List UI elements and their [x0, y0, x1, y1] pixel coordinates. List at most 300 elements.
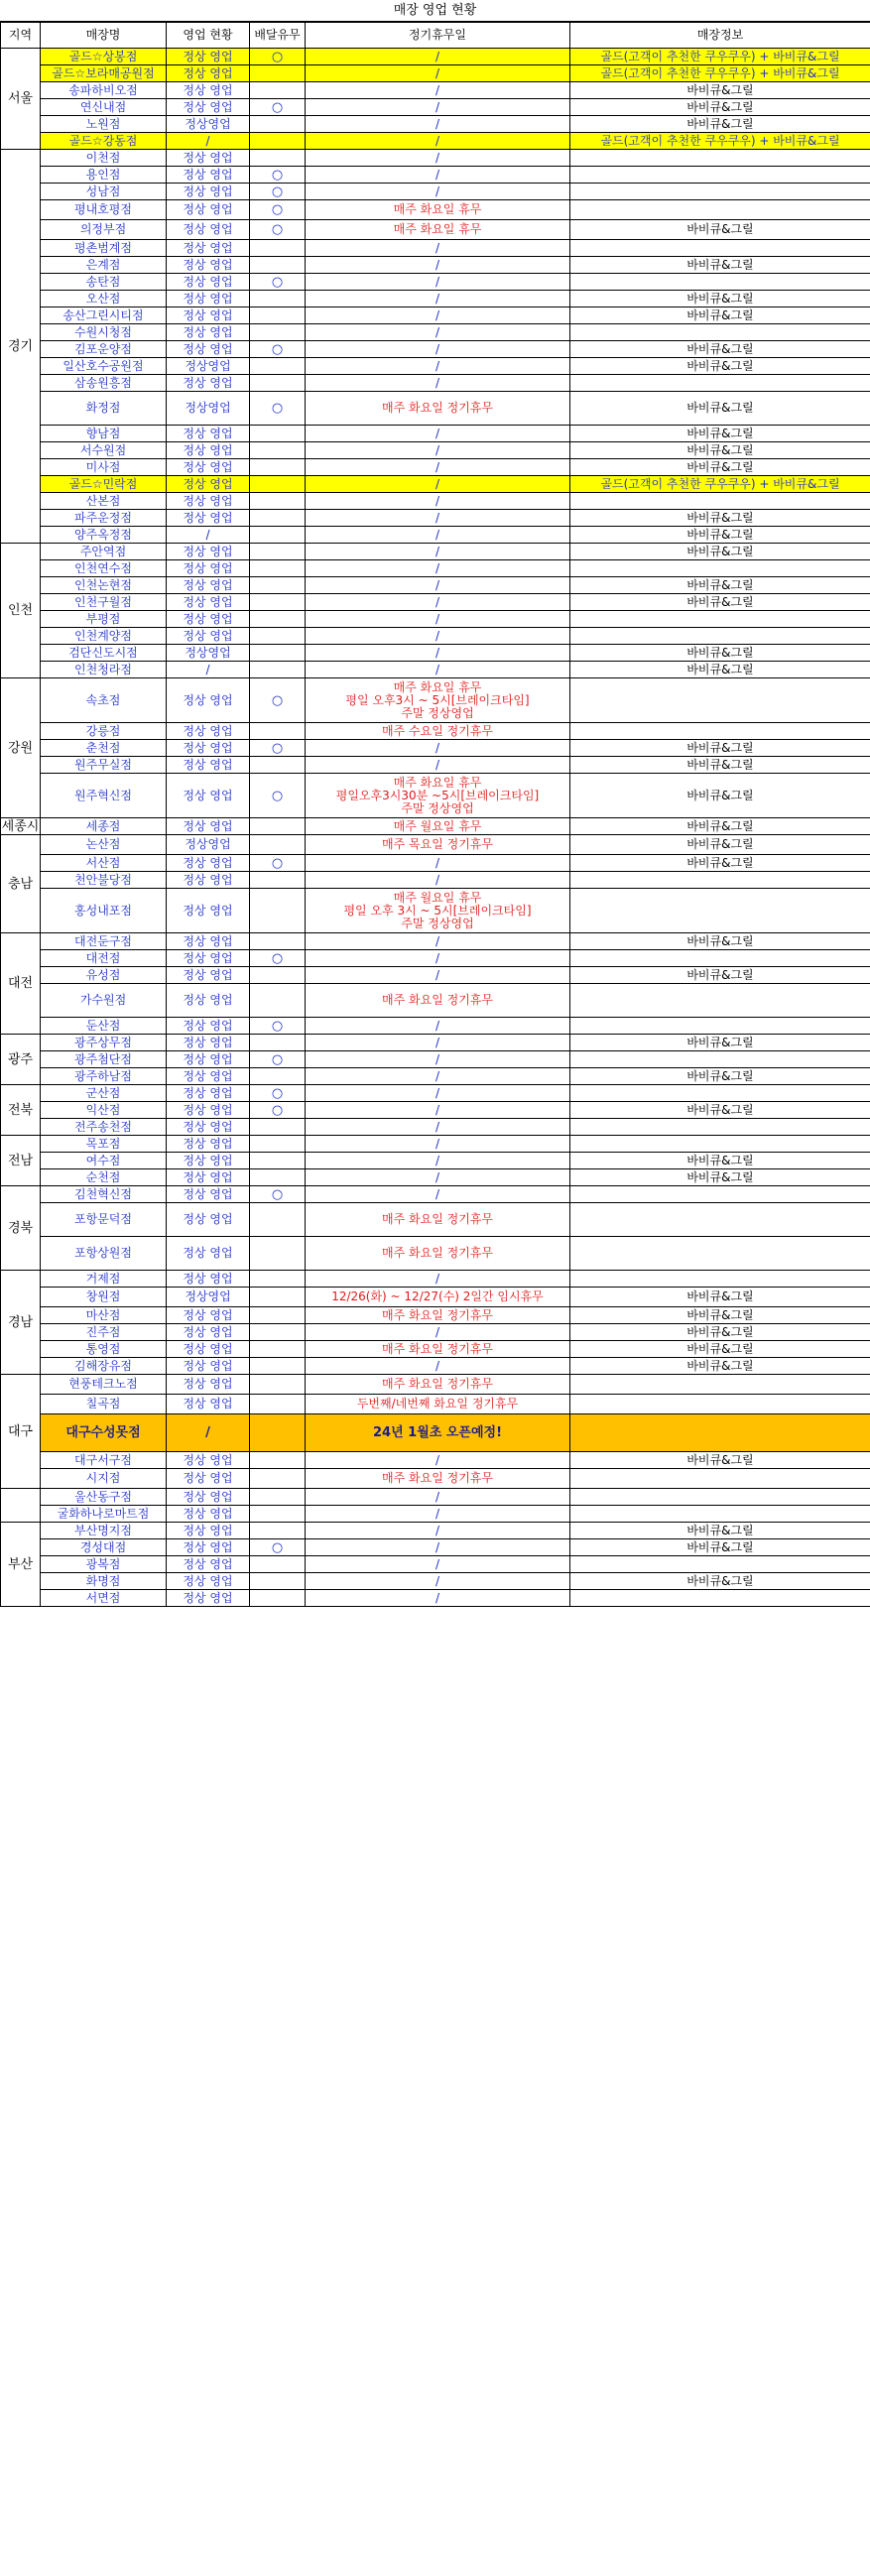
store-info [570, 1556, 870, 1573]
store-name: 칠곡점 [41, 1395, 167, 1414]
holiday-cell: / [306, 1051, 570, 1068]
holiday-cell: / [306, 1136, 570, 1153]
store-info: 바비큐&그릴 [570, 341, 870, 358]
store-name: 성남점 [41, 184, 167, 200]
business-status: / [167, 133, 250, 150]
holiday-cell: / [306, 544, 570, 560]
store-name: 의정부점 [41, 220, 167, 240]
business-status: 정상 영업 [167, 184, 250, 200]
delivery-mark [250, 1395, 306, 1414]
store-info: 바비큐&그릴 [570, 307, 870, 324]
holiday-cell: / [306, 184, 570, 200]
holiday-line: 주말 정상영업 [401, 916, 474, 930]
table-row [1, 459, 870, 476]
delivery-mark [250, 1573, 306, 1590]
holiday-cell: / [306, 459, 570, 476]
holiday-cell: / [306, 82, 570, 99]
delivery-mark [250, 1358, 306, 1375]
holiday-cell: / [306, 757, 570, 774]
business-status: 정상 영업 [167, 1271, 250, 1288]
business-status: 정상 영업 [167, 49, 250, 65]
table-row [1, 476, 870, 493]
business-status: 정상 영업 [167, 678, 250, 723]
holiday-cell: / [306, 442, 570, 459]
store-info: 바비큐&그릴 [570, 257, 870, 274]
business-status: 정상 영업 [167, 341, 250, 358]
delivery-mark: ○ [250, 184, 306, 200]
store-name: 오산점 [41, 291, 167, 307]
store-name: 원주혁신점 [41, 774, 167, 818]
delivery-mark [250, 1288, 306, 1307]
table-row [1, 1203, 870, 1237]
holiday-cell: / [306, 116, 570, 133]
business-status: 정상 영업 [167, 628, 250, 645]
store-info: 바비큐&그릴 [570, 1153, 870, 1169]
table-row [1, 82, 870, 99]
delivery-mark [250, 375, 306, 392]
table-row [1, 560, 870, 577]
table-row [1, 392, 870, 426]
delivery-mark: ○ [250, 99, 306, 116]
business-status: 정상 영업 [167, 1506, 250, 1523]
store-info: 바비큐&그릴 [570, 1288, 870, 1307]
region-cell: 강원 [1, 678, 41, 818]
holiday-cell: / [306, 341, 570, 358]
holiday-line: 주말 정상영업 [401, 800, 474, 815]
table-row [1, 493, 870, 510]
delivery-mark [250, 628, 306, 645]
store-info: 바비큐&그릴 [570, 933, 870, 950]
table-row [1, 740, 870, 757]
region-cell [1, 1489, 41, 1523]
delivery-mark [250, 1237, 306, 1271]
business-status: 정상 영업 [167, 1051, 250, 1068]
store-info [570, 324, 870, 341]
delivery-mark [250, 150, 306, 167]
business-status: 정상 영업 [167, 723, 250, 740]
table-row [1, 645, 870, 662]
delivery-mark [250, 889, 306, 933]
store-name: 둔산점 [41, 1018, 167, 1035]
delivery-mark: ○ [250, 274, 306, 291]
store-name: 군산점 [41, 1085, 167, 1102]
store-info [570, 1203, 870, 1237]
table-row [1, 1237, 870, 1271]
store-info [570, 1186, 870, 1203]
business-status: 정상 영업 [167, 426, 250, 442]
delivery-mark [250, 723, 306, 740]
holiday-cell: 매주 화요일 휴무 [306, 200, 570, 220]
holiday-cell: 매주 화요일 정기휴무 [306, 1469, 570, 1489]
store-name: 부산명지점 [41, 1523, 167, 1539]
business-status: 정상 영업 [167, 774, 250, 818]
store-name: 굴화하나로마트점 [41, 1506, 167, 1523]
region-cell: 부산 [1, 1523, 41, 1607]
delivery-mark [250, 1556, 306, 1573]
store-name: 파주운정점 [41, 510, 167, 527]
delivery-mark [250, 967, 306, 984]
holiday-cell: 매주 화요일 정기휴무 [306, 1375, 570, 1395]
store-info: 바비큐&그릴 [570, 818, 870, 835]
store-info: 바비큐&그릴 [570, 82, 870, 99]
store-name: 울산동구점 [41, 1489, 167, 1506]
store-name: 익산점 [41, 1102, 167, 1119]
delivery-mark [250, 1307, 306, 1324]
store-info: 바비큐&그릴 [570, 1358, 870, 1375]
holiday-cell: / [306, 1102, 570, 1119]
region-cell: 전북 [1, 1085, 41, 1136]
table-row [1, 933, 870, 950]
store-name: 주안역점 [41, 544, 167, 560]
business-status: 정상 영업 [167, 476, 250, 493]
holiday-cell: / [306, 950, 570, 967]
business-status: 정상 영업 [167, 1556, 250, 1573]
table-row [1, 818, 870, 835]
holiday-cell: / [306, 1452, 570, 1469]
delivery-mark [250, 307, 306, 324]
holiday-cell: 매주 화요일 정기휴무 [306, 1307, 570, 1324]
header-region: 지역 [1, 23, 41, 49]
store-info: 바비큐&그릴 [570, 358, 870, 375]
store-name: 삼송원흥점 [41, 375, 167, 392]
table-row [1, 257, 870, 274]
store-info: 바비큐&그릴 [570, 1573, 870, 1590]
store-name: 통영점 [41, 1341, 167, 1358]
delivery-mark [250, 1469, 306, 1489]
table-row [1, 544, 870, 560]
store-info [570, 1271, 870, 1288]
table-row [1, 678, 870, 723]
store-info: 바비큐&그릴 [570, 757, 870, 774]
store-info [570, 1119, 870, 1136]
store-info: 바비큐&그릴 [570, 220, 870, 240]
holiday-cell: / [306, 855, 570, 872]
table-row [1, 274, 870, 291]
store-info [570, 872, 870, 889]
store-info [570, 628, 870, 645]
table-row [1, 1469, 870, 1489]
header-info: 매장정보 [570, 23, 870, 49]
business-status: 정상영업 [167, 116, 250, 133]
holiday-cell: / [306, 274, 570, 291]
store-name: 강릉점 [41, 723, 167, 740]
delivery-mark: ○ [250, 774, 306, 818]
store-info: 바비큐&그릴 [570, 527, 870, 544]
store-name: 연신내점 [41, 99, 167, 116]
delivery-mark [250, 291, 306, 307]
business-status: 정상 영업 [167, 1153, 250, 1169]
header-holiday: 정기휴무일 [306, 23, 570, 49]
holiday-line: 평일 오후3시 ~ 5시[브레이크타임] [345, 692, 530, 707]
delivery-mark [250, 1414, 306, 1452]
table-row [1, 774, 870, 818]
table-row [1, 628, 870, 645]
table-row [1, 1136, 870, 1153]
table-header [1, 23, 870, 49]
region-cell: 광주 [1, 1035, 41, 1085]
store-info: 바비큐&그릴 [570, 459, 870, 476]
table-row [1, 872, 870, 889]
business-status: 정상 영업 [167, 1395, 250, 1414]
business-status: 정상 영업 [167, 1358, 250, 1375]
store-name: 경성대점 [41, 1539, 167, 1556]
business-status: 정상 영업 [167, 740, 250, 757]
store-name: 골드☆민락점 [41, 476, 167, 493]
delivery-mark: ○ [250, 1051, 306, 1068]
business-status: 정상 영업 [167, 459, 250, 476]
header-status: 영업 현황 [167, 23, 250, 49]
store-info [570, 184, 870, 200]
holiday-line: 평일 오후 3시 ~ 5시[브레이크타임] [343, 903, 532, 918]
store-name: 대구서구점 [41, 1452, 167, 1469]
store-name: 전주송천점 [41, 1119, 167, 1136]
table-row [1, 1358, 870, 1375]
table-row [1, 1018, 870, 1035]
business-status: 정상영업 [167, 392, 250, 426]
holiday-cell [306, 678, 570, 723]
delivery-mark [250, 493, 306, 510]
table-row [1, 527, 870, 544]
holiday-cell: / [306, 527, 570, 544]
table-row [1, 1523, 870, 1539]
business-status: 정상 영업 [167, 1237, 250, 1271]
delivery-mark [250, 1590, 306, 1607]
store-info [570, 493, 870, 510]
holiday-cell: / [306, 324, 570, 341]
business-status: 정상 영업 [167, 200, 250, 220]
delivery-mark [250, 544, 306, 560]
store-name: 광주상무점 [41, 1035, 167, 1051]
business-status: 정상영업 [167, 835, 250, 855]
business-status: 정상 영업 [167, 855, 250, 872]
store-name: 산본점 [41, 493, 167, 510]
holiday-cell: / [306, 510, 570, 527]
store-name: 검단신도시점 [41, 645, 167, 662]
holiday-cell: / [306, 493, 570, 510]
holiday-cell: / [306, 1573, 570, 1590]
table-row [1, 341, 870, 358]
store-name: 서수원점 [41, 442, 167, 459]
business-status: 정상 영업 [167, 984, 250, 1018]
delivery-mark [250, 1203, 306, 1237]
store-info [570, 1237, 870, 1271]
region-cell: 인천 [1, 544, 41, 678]
holiday-cell: / [306, 560, 570, 577]
table-row [1, 442, 870, 459]
holiday-cell: / [306, 1169, 570, 1186]
delivery-mark: ○ [250, 1539, 306, 1556]
holiday-cell: / [306, 1556, 570, 1573]
holiday-cell: / [306, 240, 570, 257]
store-status-table [0, 22, 870, 1607]
store-info: 바비큐&그릴 [570, 392, 870, 426]
store-info: 바비큐&그릴 [570, 1035, 870, 1051]
delivery-mark [250, 594, 306, 611]
holiday-cell: / [306, 167, 570, 184]
business-status: 정상 영업 [167, 1085, 250, 1102]
holiday-cell: / [306, 99, 570, 116]
store-info: 바비큐&그릴 [570, 116, 870, 133]
holiday-line: 평일오후3시30분 ~5시[브레이크타임] [335, 788, 540, 802]
holiday-line: 매주 화요일 휴무 [393, 775, 482, 790]
holiday-cell: / [306, 662, 570, 678]
store-info: 바비큐&그릴 [570, 510, 870, 527]
business-status: 정상 영업 [167, 274, 250, 291]
business-status: 정상 영업 [167, 950, 250, 967]
delivery-mark [250, 835, 306, 855]
business-status: 정상 영업 [167, 1341, 250, 1358]
business-status: 정상 영업 [167, 1469, 250, 1489]
table-row [1, 1169, 870, 1186]
holiday-cell: / [306, 740, 570, 757]
business-status: 정상영업 [167, 1288, 250, 1307]
delivery-mark [250, 560, 306, 577]
holiday-cell: / [306, 1523, 570, 1539]
region-cell: 경남 [1, 1271, 41, 1375]
delivery-mark [250, 510, 306, 527]
store-info [570, 950, 870, 967]
store-name: 원주무실점 [41, 757, 167, 774]
store-name: 향남점 [41, 426, 167, 442]
table-row [1, 1307, 870, 1324]
table-row [1, 1539, 870, 1556]
business-status: 정상영업 [167, 645, 250, 662]
table-row [1, 1590, 870, 1607]
holiday-cell: 매주 월요일 휴무 [306, 818, 570, 835]
store-name: 이천점 [41, 150, 167, 167]
store-info: 바비큐&그릴 [570, 835, 870, 855]
table-row [1, 1395, 870, 1414]
delivery-mark [250, 1153, 306, 1169]
store-info [570, 611, 870, 628]
holiday-cell: / [306, 1324, 570, 1341]
business-status: 정상영업 [167, 358, 250, 375]
delivery-mark: ○ [250, 220, 306, 240]
store-info: 바비큐&그릴 [570, 544, 870, 560]
store-info: 바비큐&그릴 [570, 99, 870, 116]
store-info: 바비큐&그릴 [570, 774, 870, 818]
store-info: 골드(고객이 추천한 쿠우쿠우) + 바비큐&그릴 [570, 65, 870, 82]
store-name: 김포운양점 [41, 341, 167, 358]
table-row [1, 1452, 870, 1469]
delivery-mark [250, 872, 306, 889]
delivery-mark [250, 984, 306, 1018]
table-row [1, 150, 870, 167]
business-status: 정상 영업 [167, 1590, 250, 1607]
business-status: 정상 영업 [167, 240, 250, 257]
store-info: 골드(고객이 추천한 쿠우쿠우) + 바비큐&그릴 [570, 49, 870, 65]
table-row [1, 1051, 870, 1068]
table-row [1, 1324, 870, 1341]
store-name: 인천계양점 [41, 628, 167, 645]
holiday-cell: 매주 화요일 정기휴무 [306, 1237, 570, 1271]
business-status: 정상 영업 [167, 1136, 250, 1153]
holiday-cell: / [306, 65, 570, 82]
store-info [570, 1136, 870, 1153]
store-name: 대전점 [41, 950, 167, 967]
business-status: 정상 영업 [167, 99, 250, 116]
business-status: 정상 영업 [167, 493, 250, 510]
holiday-cell: 매주 화요일 정기휴무 [306, 1203, 570, 1237]
store-info: 바비큐&그릴 [570, 1169, 870, 1186]
table-row [1, 1573, 870, 1590]
holiday-cell: / [306, 426, 570, 442]
delivery-mark: ○ [250, 341, 306, 358]
delivery-mark: ○ [250, 678, 306, 723]
holiday-cell: / [306, 291, 570, 307]
business-status: 정상 영업 [167, 1169, 250, 1186]
business-status: 정상 영업 [167, 1119, 250, 1136]
store-info [570, 889, 870, 933]
store-name: 김해장유점 [41, 1358, 167, 1375]
store-info: 바비큐&그릴 [570, 1452, 870, 1469]
store-name: 송탄점 [41, 274, 167, 291]
business-status: 정상 영업 [167, 375, 250, 392]
holiday-cell: / [306, 1153, 570, 1169]
store-info [570, 1469, 870, 1489]
business-status: 정상 영업 [167, 1375, 250, 1395]
store-name: 순천점 [41, 1169, 167, 1186]
holiday-cell: 매주 화요일 정기휴무 [306, 984, 570, 1018]
business-status: 정상 영업 [167, 594, 250, 611]
holiday-cell: / [306, 358, 570, 375]
delivery-mark [250, 933, 306, 950]
holiday-cell: / [306, 1119, 570, 1136]
store-name: 창원점 [41, 1288, 167, 1307]
business-status: 정상 영업 [167, 65, 250, 82]
table-row [1, 167, 870, 184]
holiday-line: 주말 정상영업 [401, 705, 474, 720]
delivery-mark [250, 442, 306, 459]
holiday-cell: / [306, 1590, 570, 1607]
delivery-mark: ○ [250, 1018, 306, 1035]
table-row [1, 950, 870, 967]
delivery-mark [250, 476, 306, 493]
business-status: / [167, 527, 250, 544]
store-name: 포항상원점 [41, 1237, 167, 1271]
store-name: 목포점 [41, 1136, 167, 1153]
delivery-mark [250, 611, 306, 628]
store-info: 골드(고객이 추천한 쿠우쿠우) + 바비큐&그릴 [570, 476, 870, 493]
business-status: 정상 영업 [167, 324, 250, 341]
table-row [1, 200, 870, 220]
holiday-cell: / [306, 611, 570, 628]
business-status: 정상 영업 [167, 442, 250, 459]
store-info: 바비큐&그릴 [570, 1523, 870, 1539]
delivery-mark: ○ [250, 740, 306, 757]
store-name: 양주옥정점 [41, 527, 167, 544]
store-info [570, 1051, 870, 1068]
table-row [1, 99, 870, 116]
table-row [1, 1506, 870, 1523]
table-row [1, 1186, 870, 1203]
table-row [1, 1414, 870, 1452]
store-info: 바비큐&그릴 [570, 855, 870, 872]
store-name: 세종점 [41, 818, 167, 835]
store-info: 바비큐&그릴 [570, 1307, 870, 1324]
business-status: 정상 영업 [167, 150, 250, 167]
holiday-cell: / [306, 133, 570, 150]
store-info [570, 1590, 870, 1607]
table-row [1, 1375, 870, 1395]
holiday-cell: / [306, 1271, 570, 1288]
store-info: 골드(고객이 추천한 쿠우쿠우) + 바비큐&그릴 [570, 133, 870, 150]
region-cell: 충남 [1, 835, 41, 933]
delivery-mark [250, 1169, 306, 1186]
store-name: 대전둔구점 [41, 933, 167, 950]
header-store: 매장명 [41, 23, 167, 49]
table-row [1, 835, 870, 855]
